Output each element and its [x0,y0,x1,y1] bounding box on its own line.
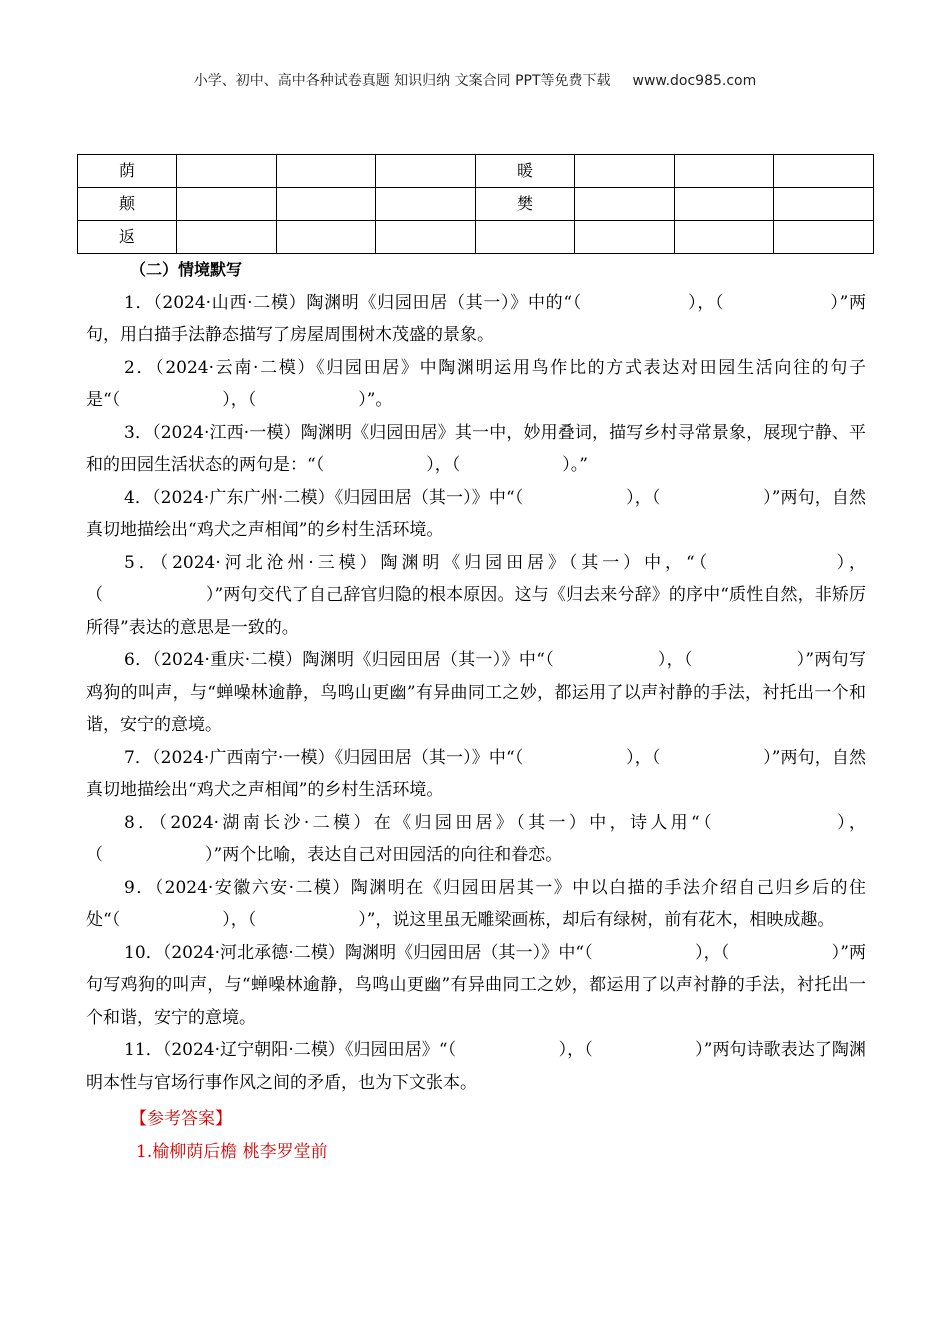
character-table [77,154,874,254]
table-cell [575,155,675,188]
table-row [78,221,874,254]
question-item: 10．（2024·河北承德·二模）陶渊明《归园田居（其一）》中“（ ），（ ）”两句写鸡狗的叫声，与“蝉噪林逾静，鸟鸣山更幽”有异曲同工之妙，都运用了以声衬静的手法，衬托出一个和谐，安宁的意境。 [86,942,866,1028]
table-cell [675,188,774,221]
table-cell [177,188,277,221]
table-cell [376,155,476,188]
question-item: 5．（2024·河北沧州·三模）陶渊明《归园田居》（其一）中，“（ ），（ ）”两句交代了自己辞官归隐的根本原因。这与《归去来兮辞》的序中“质性自然，非矫厉所得”表达的意思是一致的。 [86,552,866,638]
table-cell [376,188,476,221]
table-row [78,188,874,221]
question-item: 6．（2024·重庆·二模）陶渊明《归园田居（其一）》中“（ ），（ ）”两句写鸡狗的叫声，与“蝉噪林逾静，鸟鸣山更幽”有异曲同工之妙，都运用了以声衬静的手法，衬托出一个和谐，安宁的意境。 [86,650,866,735]
table-cell: 暖 [476,155,575,188]
table-cell [575,221,675,254]
table-cell: 荫 [78,155,177,188]
question-item: 7．（2024·广西南宁·一模）《归园田居（其一）》中“（ ），（ ）”两句，自然真切地描绘出“鸡犬之声相闻”的乡村生活环境。 [86,747,866,800]
table-cell [675,155,774,188]
header-url[interactable]: www.doc985.com [632,73,757,89]
question-item: 8．（2024·湖南长沙·二模）在《归园田居》（其一）中，诗人用“（ ），（ ）”两个比喻，表达自己对田园活的向往和眷恋。 [86,812,866,865]
question-item: 2．（2024·云南·二模）《归园田居》中陶渊明运用鸟作比的方式表达对田园生活向往的句子是“（ ），（ ）”。 [86,357,866,410]
table-cell [376,221,476,254]
table-cell: 返 [78,221,177,254]
question-item: 3．（2024·江西·一模）陶渊明《归园田居》其一中，妙用叠词，描写乡村寻常景象，展现宁静、平和的田园生活状态的两句是：“（ ），（ ）。” [86,422,866,475]
table-cell [177,155,277,188]
header-text: 小学、初中、高中各种试卷真题 知识归纳 文案合同 PPT等免费下载 [193,73,611,89]
section-title: （二）情境默写 [130,260,243,279]
page-header [0,70,950,90]
answer-title: 【参考答案】 [130,1109,232,1129]
table-cell [774,221,874,254]
question-item: 11．（2024·辽宁朝阳·二模）《归园田居》“（ ），（ ）”两句诗歌表达了陶渊明本性与官场行事作风之间的矛盾，也为下文张本。 [86,1040,866,1093]
table-cell [774,188,874,221]
question-item: 4．（2024·广东广州·二模）《归园田居（其一）》中“（ ），（ ）”两句，自然真切地描绘出“鸡犬之声相闻”的乡村生活环境。 [86,487,866,540]
table-cell: 颠 [78,188,177,221]
table-cell [177,221,277,254]
table-cell [774,155,874,188]
table-cell [575,188,675,221]
table-cell [277,221,376,254]
table-row [78,155,874,188]
table-cell: 樊 [476,188,575,221]
question-item: 1．（2024·山西·二模）陶渊明《归园田居（其一）》中的“（ ），（ ）”两句，用白描手法静态描写了房屋周围树木茂盛的景象。 [86,292,866,345]
table-cell [277,155,376,188]
table-cell [675,221,774,254]
answer-item: 1.榆柳荫后檐 桃李罗堂前 [136,1141,328,1162]
content-body [86,254,866,1168]
question-item: 9．（2024·安徽六安·二模）陶渊明在《归园田居其一》中以白描的手法介绍自己归乡后的住处“（ ），（ ）”，说这里虽无雕梁画栋，却后有绿树，前有花木，相映成趣。 [86,877,866,930]
table-cell [476,221,575,254]
table-cell [277,188,376,221]
